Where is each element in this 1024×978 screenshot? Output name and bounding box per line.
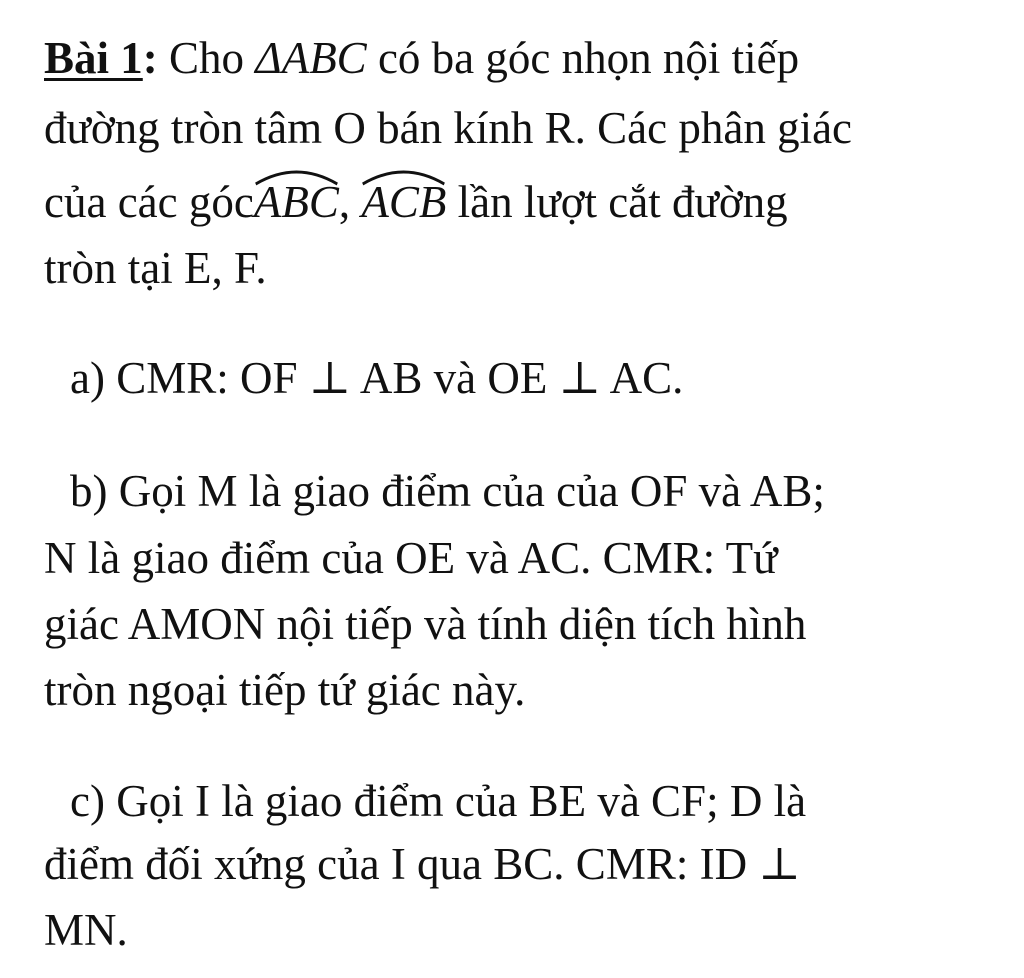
part-a: a) CMR: OF ⊥ AB và OE ⊥ AC. (70, 353, 684, 403)
arc-hat-icon (361, 164, 446, 186)
intro-line3-suffix: lần lượt cắt đường (446, 177, 788, 227)
triangle-symbol: ΔABC (255, 33, 367, 83)
arc-hat-icon (254, 164, 339, 186)
angle-abc-label: ABC (253, 177, 339, 227)
title-colon: : (142, 33, 158, 83)
intro-text-1: Cho (157, 33, 256, 83)
problem-line-1 (44, 30, 799, 86)
angle-acb-label: ACB (361, 177, 447, 227)
part-c-line-1: c) Gọi I là giao điểm của BE và CF; D là (70, 776, 807, 826)
intro-line3-prefix: của các góc (44, 177, 254, 227)
problem-title: Bài 1 (44, 33, 143, 83)
part-b-line-1: b) Gọi M là giao điểm của của OF và AB; (70, 466, 825, 516)
part-c-line-3: MN. (44, 905, 128, 955)
angle-separator: , (338, 177, 362, 227)
problem-line-4: tròn tại E, F. (44, 243, 267, 293)
intro-text-2: có ba góc nhọn nội tiếp (366, 33, 800, 83)
part-b-line-3: giác AMON nội tiếp và tính diện tích hình (44, 599, 807, 649)
part-b-line-2: N là giao điểm của OE và AC. CMR: Tứ (44, 533, 778, 583)
problem-line-3 (44, 174, 788, 230)
angle-acb (361, 174, 446, 230)
problem-line-2: đường tròn tâm O bán kính R. Các phân giác (44, 103, 853, 153)
part-c-line-2: điểm đối xứng của I qua BC. CMR: ID ⊥ (44, 839, 801, 889)
angle-abc (254, 174, 339, 230)
part-b-line-4: tròn ngoại tiếp tứ giác này. (44, 665, 526, 715)
